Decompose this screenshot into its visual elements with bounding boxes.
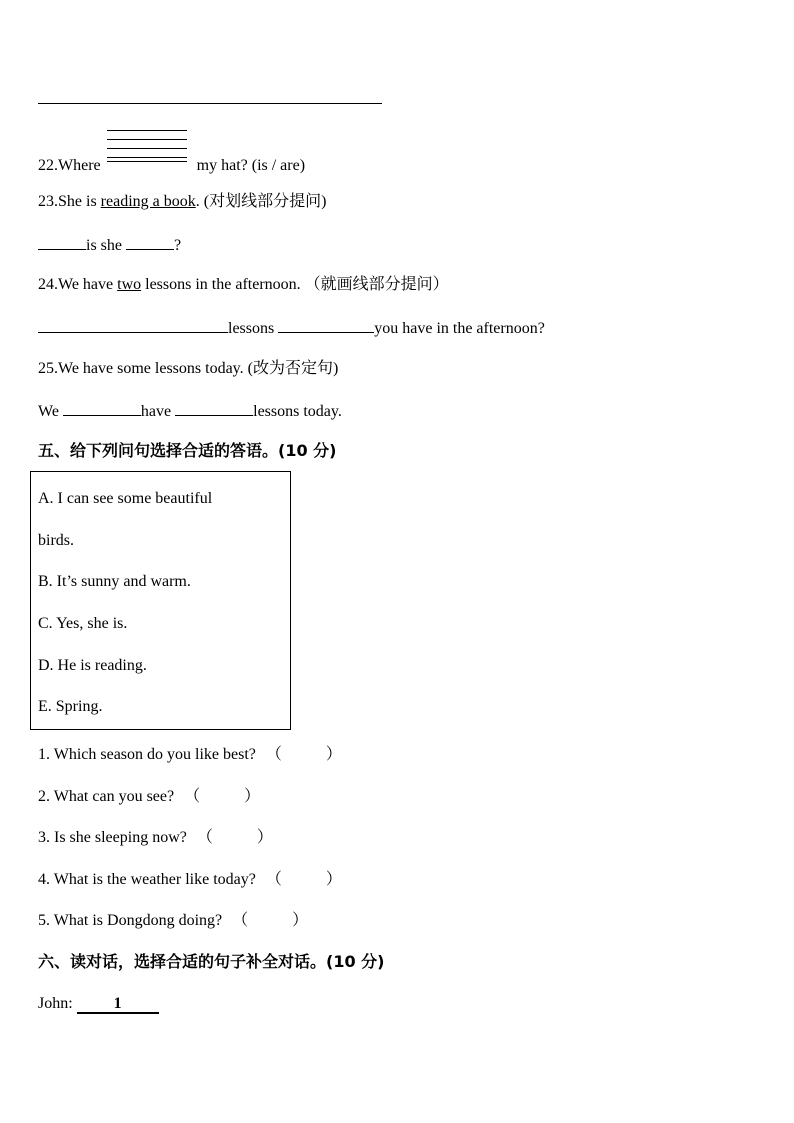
answer-paren[interactable]: （ ） bbox=[265, 746, 342, 763]
answer-line bbox=[38, 103, 382, 104]
answer-paren[interactable]: （ ） bbox=[265, 871, 342, 888]
dialogue-john bbox=[38, 994, 159, 1014]
option-d: D. He is reading. bbox=[38, 657, 147, 674]
options-box bbox=[30, 471, 291, 730]
speaker-label: John: bbox=[38, 995, 73, 1012]
option-e: E. Spring. bbox=[38, 698, 103, 715]
question-5: 5. What is Dongdong doing? （ ） bbox=[38, 912, 309, 929]
question-4: 4. What is the weather like today? （ ） bbox=[38, 871, 342, 888]
blank[interactable] bbox=[278, 317, 374, 333]
q23-underlined: reading a book bbox=[100, 193, 196, 210]
q22-prefix: 22.Where bbox=[38, 157, 101, 174]
question-3: 3. Is she sleeping now? （ ） bbox=[38, 829, 273, 846]
blank[interactable] bbox=[126, 234, 174, 250]
option-a-cont: birds. bbox=[38, 532, 74, 549]
question-23: 23.She is reading a book. (对划线部分提问) bbox=[38, 193, 327, 210]
answer-paren[interactable]: （ ） bbox=[196, 829, 273, 846]
option-b: B. It’s sunny and warm. bbox=[38, 573, 191, 590]
question-2: 2. What can you see? （ ） bbox=[38, 788, 261, 805]
section-6-heading: 六、读对话，选择合适的句子补全对话。(10 分) bbox=[38, 952, 385, 971]
option-c: C. Yes, she is. bbox=[38, 615, 128, 632]
answer-paren[interactable]: （ ） bbox=[184, 788, 261, 805]
answer-25: We have lessons today. bbox=[38, 400, 342, 422]
q24-underlined: two bbox=[117, 276, 142, 293]
section-5-heading: 五、给下列问句选择合适的答语。(10 分) bbox=[38, 441, 337, 460]
blank[interactable] bbox=[175, 400, 253, 416]
question-25: 25.We have some lessons today. (改为否定句) bbox=[38, 360, 339, 377]
answer-23: is she ? bbox=[38, 234, 181, 256]
option-a: A. I can see some beautiful bbox=[38, 490, 213, 507]
q22-answer-lines bbox=[107, 150, 189, 170]
blank-1[interactable]: 1 bbox=[77, 996, 159, 1014]
blank[interactable] bbox=[63, 400, 141, 416]
question-1: 1. Which season do you like best? （ ） bbox=[38, 746, 342, 763]
q22-suffix: my hat? (is / are) bbox=[196, 157, 306, 174]
question-24: 24.We have two lessons in the afternoon. （就画线部分提问） bbox=[38, 276, 449, 293]
answer-paren[interactable]: （ ） bbox=[232, 912, 309, 929]
answer-24: lessons you have in the afternoon? bbox=[38, 317, 545, 339]
question-22 bbox=[38, 150, 305, 176]
blank[interactable] bbox=[38, 317, 228, 333]
blank[interactable] bbox=[38, 234, 86, 250]
